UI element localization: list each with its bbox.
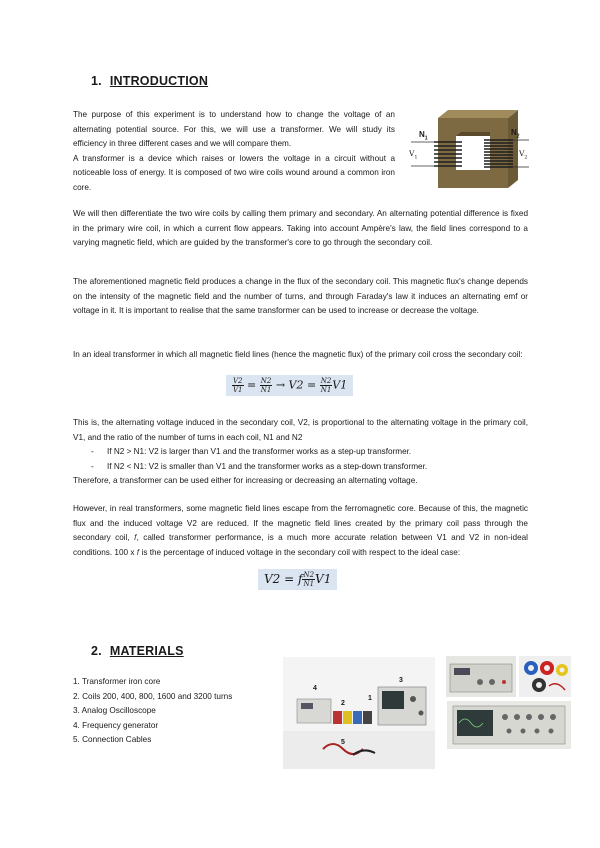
- photo-label: 5: [341, 739, 345, 746]
- coils-photo: [519, 656, 571, 697]
- materials-list: [73, 675, 283, 748]
- n2-label: $N_2$: [511, 128, 520, 140]
- section-number: 1.: [91, 74, 102, 88]
- paragraph-therefore: Therefore, a transformer can be used either for increasing or decreasing an alternating voltage.: [73, 476, 418, 485]
- list-item: 4. Frequency generator: [73, 720, 159, 730]
- list-item: 3. Analog Oscilloscope: [73, 706, 156, 715]
- section-number: 2.: [91, 644, 102, 658]
- section-heading-materials: [91, 644, 184, 658]
- section-heading-introduction: [91, 74, 208, 88]
- frequency-generator-photo: [446, 656, 516, 697]
- photo-label: 2: [341, 700, 345, 707]
- photo-label: 1: [368, 695, 372, 702]
- list-item: 2. Coils 200, 400, 800, 1600 and 3200 turns: [73, 691, 233, 701]
- transformer-diagram: [405, 106, 533, 192]
- equation-ideal-ratio: $\frac{V2}{V1}$ = $\frac{N2}{N1}$ → V2 = $\frac{N2}{N1}$ V1: [226, 375, 353, 396]
- list-item: - If N2 > N1: V2 is larger than V1 and the transformer works as a step-up transformer.: [73, 445, 528, 460]
- paragraph-coils: We will then differentiate the two wire coils by calling them primary and secondary. An alternating potential difference is fixed in the primary wire coil, in which a current flow appears. Taking into account Ampère's law, the field lines correspond to a varying magnetic field, which are guided by the transformer's core to go through the secondary coil.: [73, 209, 528, 247]
- list-item: 5. Connection Cables: [73, 735, 152, 744]
- photo-label: 3: [399, 677, 403, 684]
- equation-real-ratio: V2 = f $\frac{N2}{N1}$ V1: [258, 569, 337, 590]
- n1-label: $N_1$: [419, 130, 428, 142]
- list-item: - If N2 < N1: V2 is smaller than V1 and the transformer works as a step-down transformer.: [73, 460, 528, 475]
- section-title: MATERIALS: [109, 644, 184, 658]
- v1-label: $V_1$: [409, 149, 418, 161]
- intro-paragraph-2: A transformer is a device which raises or lowers the voltage in a circuit without a noticeable loss of energy. It is composed of two wire coils wound around a common iron core.: [73, 153, 395, 192]
- transformer-cases-list: [73, 445, 528, 474]
- paragraph-real-transformer: However, in real transformers, some magnetic field lines escape from the ferromagnetic core. Because of this, the magnetic flux and the induced voltage V2 are reduced. If the magnetic field lines created by the primary coil pass through the secondary coil, 𝑓, called transformer performance, is a much more accurate relation between V1 and V2 in non-ideal conditions. 100 x 𝑓 is the percentage of induced voltage in the secondary coil with respect to the ideal case:: [73, 504, 528, 557]
- photo-label: 4: [313, 685, 317, 692]
- section-title: INTRODUCTION: [109, 74, 209, 88]
- equipment-photo: [283, 657, 435, 769]
- list-item: 1. Transformer iron core: [73, 677, 161, 686]
- oscilloscope-photo: [447, 701, 571, 749]
- v2-label: $V_2$: [519, 149, 528, 161]
- paragraph-ideal-transformer: In an ideal transformer in which all magnetic field lines (hence the magnetic flux) of the primary coil cross the secondary coil:: [73, 350, 523, 359]
- paragraph-proportional: This is, the alternating voltage induced in the secondary coil, V2, is proportional to the alternating voltage in the primary coil, V1, and the ratio of the number of turns in each coil, N1 and N2 - If N2 > N1: V2 is larger than V1 and the transformer works as a step-up transformer. - If N2 < N1: V2 is smaller than V1 and the transformer works as a step-down transformer. Therefore, a transformer can be used either for increasing or decreasing an alternating voltage.: [73, 416, 528, 489]
- intro-paragraph-1: The purpose of this experiment is to understand how to change the voltage of an alternating potential source. For this, we will use a transformer. We will study its efficiency in three different cases and we will compare them. A transformer is a device which raises or lowers the voltage in a circuit without a noticeable loss of energy. It is composed of two wire coils wound around a common iron core.: [73, 110, 395, 192]
- paragraph-magnetic-flux: The aforementioned magnetic field produces a change in the flux of the secondary coil. This magnetic flux's change depends on the intensity of the magnetic field and the number of turns, and through Faraday's law it induces an alternating emf or voltage in it. It is important to realise that the same transformer can be used to increase or decrease the voltage.: [73, 277, 528, 315]
